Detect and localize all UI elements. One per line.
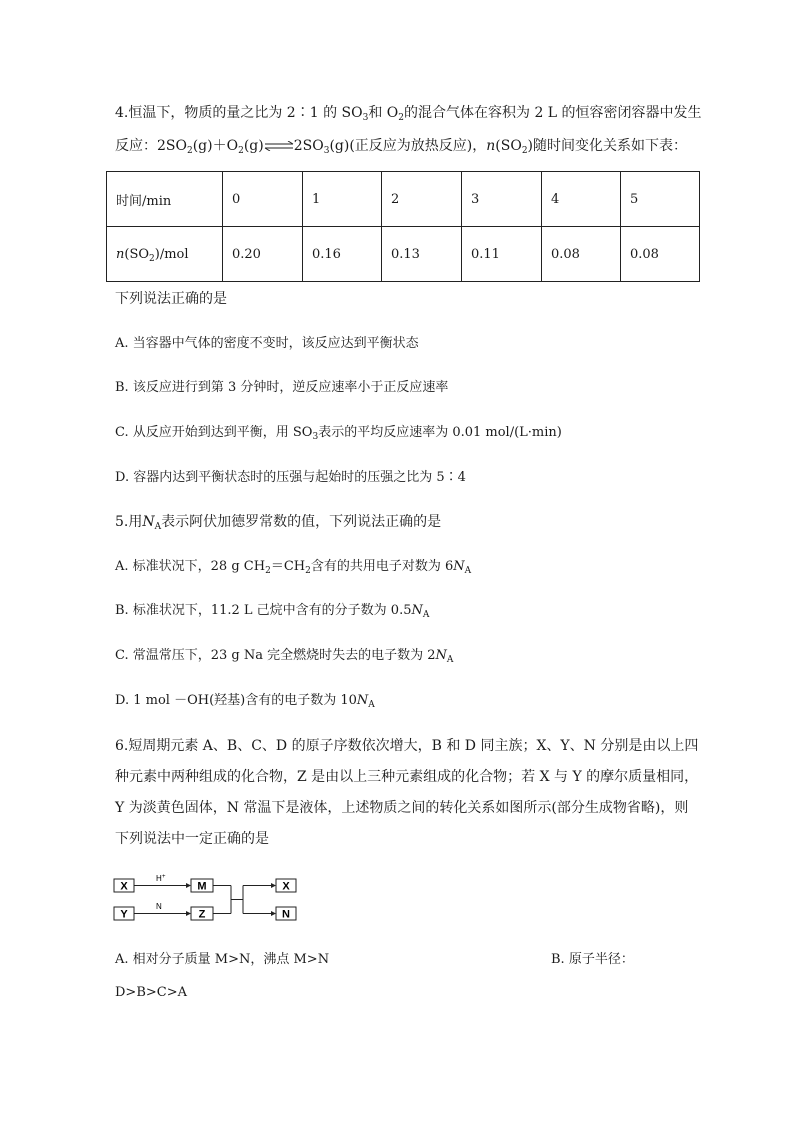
table-cell: 时间/min: [107, 172, 223, 227]
q5-option-c: C. 常温常压下，23 g Na 完全燃烧时失去的电子数为 $2N_A$: [115, 648, 454, 665]
node-y: [114, 907, 134, 921]
table-cell: 4: [542, 172, 621, 227]
q6-stem-line2: 种元素中两种组成的化合物，Z 是由以上三种元素组成的化合物；若 X 与 Y 的摩尔质量相同，: [115, 769, 699, 785]
q5-option-b: B. 标准状况下，11.2 L 己烷中含有的分子数为 $0.5N_A$: [115, 603, 430, 620]
node-m: [191, 879, 213, 893]
table-cell: 1: [303, 172, 382, 227]
node-x: [114, 879, 134, 893]
q4-stem-line1: 4.恒温下，物质的量之比为 2∶1 的 $SO_3$和 $O_2$的混合气体在容积为 2 L 的恒容密闭容器中发生: [115, 105, 702, 123]
table-cell: 0.13: [382, 227, 462, 282]
q5-option-d: D. 1 mol －OH(羟基)含有的电子数为 $10N_A$: [115, 693, 375, 710]
node-x-product: [276, 879, 296, 893]
q4-option-a: A. 当容器中气体的密度不变时，该反应达到平衡状态: [115, 336, 419, 351]
table-cell: 0.16: [303, 227, 382, 282]
svg-text:Y: Y: [120, 908, 128, 921]
q6-option-b: B. 原子半径：: [551, 952, 634, 967]
table-cell: 0.20: [223, 227, 303, 282]
svg-text:M: M: [197, 880, 207, 893]
q6-stem-line1: 6.短周期元素 A、B、C、D 的原子序数依次增大，B 和 D 同主族；X、Y、N 分别是由以上四: [115, 738, 699, 754]
svg-text:+: +: [162, 874, 166, 880]
table-cell: 0.08: [621, 227, 700, 282]
svg-text:N: N: [156, 902, 162, 911]
node-n-product: [276, 907, 296, 921]
q4-option-b: B. 该反应进行到第 3 分钟时，逆反应速率小于正反应速率: [115, 380, 449, 395]
table-row: [107, 227, 700, 282]
q6-stem-line3: Y 为淡黄色固体，N 常温下是液体，上述物质之间的转化关系如图所示(部分生成物省略)，则: [115, 800, 689, 816]
q6-option-b-continued: D>B>C>A: [115, 985, 187, 1000]
q4-data-table: [106, 171, 700, 282]
table-cell: $n(SO_2)$/mol: [107, 227, 223, 282]
q4-option-c: C. 从反应开始到达到平衡，用 $SO_3$表示的平均反应速率为 0.01 mol/(L·min): [115, 425, 562, 442]
table-cell: 0.08: [542, 227, 621, 282]
svg-text:Z: Z: [198, 908, 206, 921]
reversible-arrow-icon: [264, 141, 294, 151]
q5-option-a: A. 标准状况下，28 g $CH_2=CH_2$含有的共用电子对数为 $6N_A$: [115, 559, 472, 576]
q4-prompt: 下列说法正确的是: [115, 291, 227, 307]
table-cell: 2: [382, 172, 462, 227]
q4-stem-line2: 反应：$2SO_2(g)+O_2(g)$ $2SO_3(g)$(正反应为放热反应)，$n(SO_2)$随时间变化关系如下表：: [115, 138, 688, 156]
q6-stem-line4: 下列说法中一定正确的是: [115, 831, 269, 847]
q5-stem: 5.用$N_A$表示阿伏加德罗常数的值，下列说法正确的是: [115, 514, 442, 532]
merge-connector: [213, 883, 276, 916]
node-z: [191, 907, 213, 921]
table-cell: 5: [621, 172, 700, 227]
svg-text:H: H: [156, 874, 162, 883]
arrow-y-to-z: [134, 902, 191, 916]
table-cell: 0: [223, 172, 303, 227]
q4-option-d: D. 容器内达到平衡状态时的压强与起始时的压强之比为 5∶4: [115, 470, 466, 485]
table-cell: 3: [462, 172, 542, 227]
svg-text:X: X: [120, 880, 128, 893]
svg-text:N: N: [282, 908, 290, 921]
arrow-x-to-m: [134, 874, 191, 888]
table-cell: 0.11: [462, 227, 542, 282]
svg-text:X: X: [282, 880, 290, 893]
q6-option-a: A. 相对分子质量 M>N，沸点 M>N: [115, 952, 330, 967]
conversion-diagram: [112, 870, 312, 930]
table-row: [107, 172, 700, 227]
